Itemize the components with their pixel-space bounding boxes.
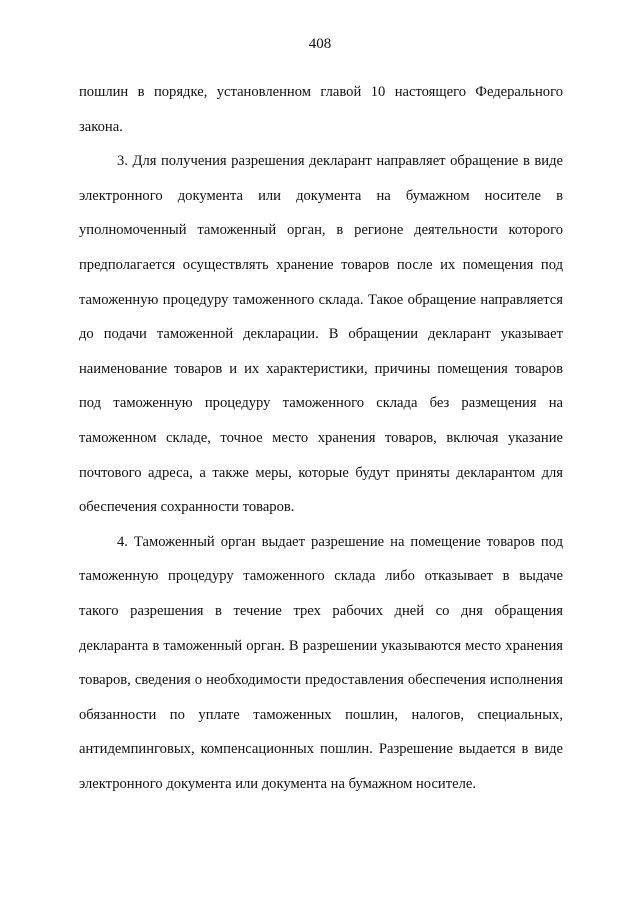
page-number: 408 — [308, 36, 332, 52]
paragraph-item-3: 3. Для получения разрешения декларант направляет обращение в виде электронного документа или документа на бумажном носителе в уполномоченный таможенный орган, в регионе деятельности которого предполагается осуществлять хранение товаров после их помещения под таможенную процедуру таможенного склада. Такое обращение направляется до подачи таможенной декларации. В обращении декларант указывает наименование товаров и их характеристики, причины помещения товаров под таможенную процедуру таможенного склада без размещения на таможенном складе, точное место хранения товаров, включая указание почтового адреса, а также меры, которые будут приняты декларантом для обеспечения сохранности товаров. — [79, 153, 563, 516]
document-body — [79, 75, 563, 801]
paragraph-continuation: пошлин в порядке, установленном главой 10 настоящего Федерального закона. — [79, 84, 563, 135]
paragraph-item-4: 4. Таможенный орган выдает разрешение на помещение товаров под таможенную процедуру таможенного склада либо отказывает в выдаче такого разрешения в течение трех рабочих дней со дня обращения декларанта в таможенный орган. В разрешении указываются место хранения товаров, сведения о необходимости предоставления обеспечения исполнения обязанности по уплате таможенных пошлин, налогов, специальных, антидемпинговых, компенсационных пошлин. Разрешение выдается в виде электронного документа или документа на бумажном носителе. — [79, 533, 563, 792]
